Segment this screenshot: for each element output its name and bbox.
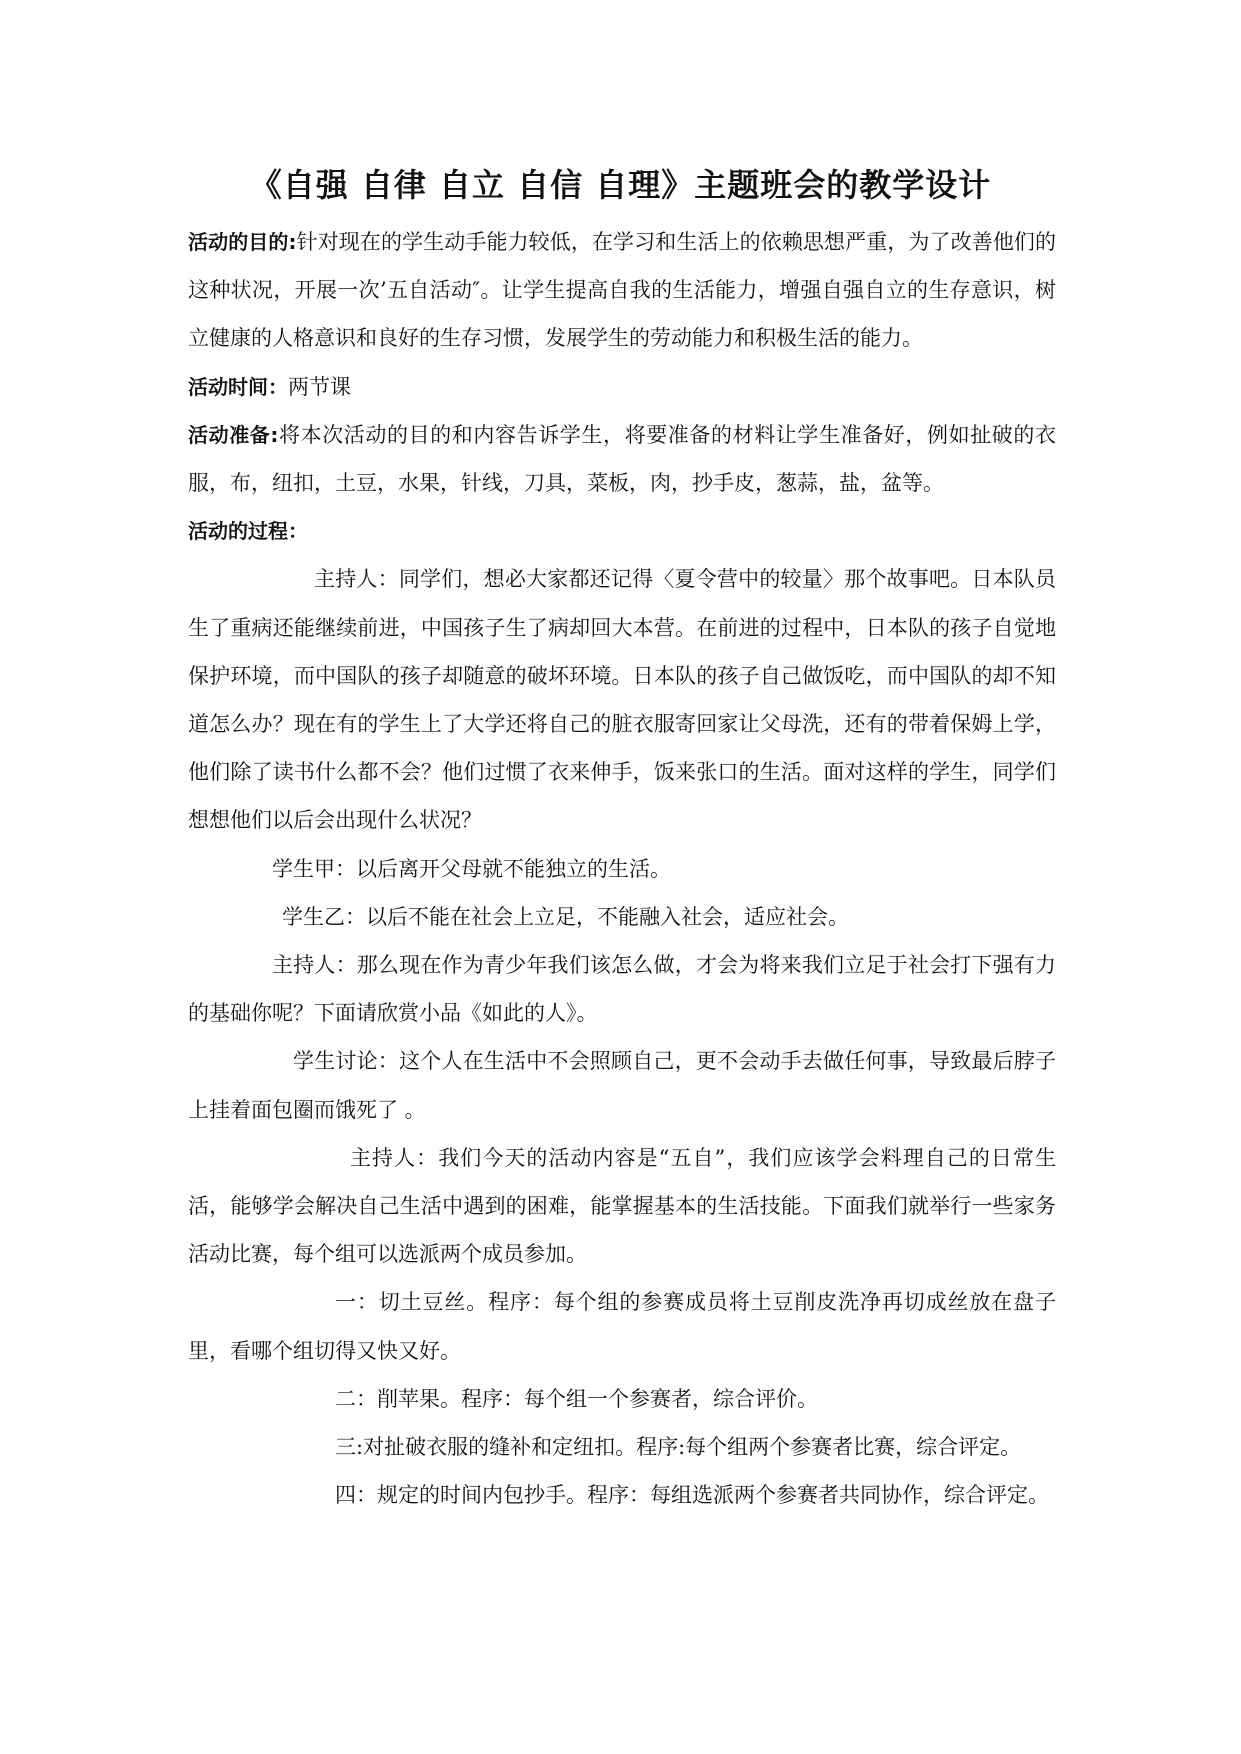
- student-b-paragraph: 学生乙：以后不能在社会上立足，不能融入社会，适应社会。: [282, 904, 849, 929]
- contest-item-3: 三:对扯破衣服的缝补和定纽扣。程序:每个组两个参赛者比赛，综合评定。: [335, 1435, 1022, 1460]
- contest-item-1: 一：切土豆丝。程序：每个组的参赛成员将土豆削皮洗净再切成丝放在盘子里，看哪个组切得又快又好。: [188, 1290, 1056, 1363]
- time-paragraph: [188, 363, 1056, 411]
- host-question-paragraph: 主持人：那么现在作为青少年我们该怎么做，才会为将来我们立足于社会打下强有力的基础你呢？下面请欣赏小品《如此的人》。: [188, 953, 1056, 1026]
- student-discussion-paragraph: 学生讨论：这个人在生活中不会照顾自己，更不会动手去做任何事，导致最后脖子上挂着面包圈而饿死了 。: [188, 1049, 1056, 1122]
- process-label: 活动的过程：: [188, 519, 308, 544]
- prep-text: 将本次活动的目的和内容告诉学生，将要准备的材料让学生准备好，例如扯破的衣服，布，纽扣，土豆，水果，针线，刀具，菜板，肉，抄手皮，葱蒜，盐，盆等。: [188, 422, 1057, 496]
- student-a-paragraph: 学生甲：以后离开父母就不能独立的生活。: [272, 856, 671, 881]
- time-text: 两节课: [288, 374, 351, 399]
- prep-paragraph: [188, 411, 1056, 507]
- process-paragraph: [188, 507, 1056, 555]
- document-title: 《自强 自律 自立 自信 自理》主题班会的教学设计: [249, 166, 992, 204]
- host-activity-paragraph: 主持人：我们今天的活动内容是“五自”，我们应该学会料理自己的日常生活，能够学会解决自己生活中遇到的困难，能掌握基本的生活技能。下面我们就举行一些家务活动比赛，每个组可以选派两个成员参加。: [188, 1145, 1056, 1267]
- purpose-text: 针对现在的学生动手能力较低，在学习和生活上的依赖思想严重，为了改善他们的这种状况，开展一次’五自活动″。让学生提高自我的生活能力，增强自强自立的生存意识，树立健康的人格意识和良好的生存习惯，发展学生的劳动能力和积极生活的能力。: [188, 230, 1057, 351]
- purpose-paragraph: [188, 218, 1056, 363]
- prep-label: 活动准备:: [188, 422, 279, 447]
- document-body: [188, 218, 1056, 1519]
- contest-item-4: 四：规定的时间内包抄手。程序：每组选派两个参赛者共同协作，综合评定。: [335, 1483, 1049, 1508]
- time-label: 活动时间：: [188, 374, 288, 399]
- host-intro-paragraph: 主持人：同学们，想必大家都还记得〈夏令营中的较量〉那个故事吧。日本队员生了重病还能继续前进，中国孩子生了病却回大本营。在前进的过程中，日本队的孩子自觉地保护环境，而中国队的孩子却随意的破坏环境。日本队的孩子自己做饭吃，而中国队的却不知道怎么办？现在有的学生上了大学还将自己的脏衣服寄回家让父母洗，还有的带着保姆上学，他们除了读书什么都不会？他们过惯了衣来伸手，饭来张口的生活。面对这样的学生，同学们想想他们以后会出现什么状况？: [188, 567, 1056, 833]
- contest-item-2: 二：削苹果。程序：每个组一个参赛者，综合评价。: [335, 1386, 818, 1411]
- purpose-label: 活动的目的:: [188, 230, 297, 254]
